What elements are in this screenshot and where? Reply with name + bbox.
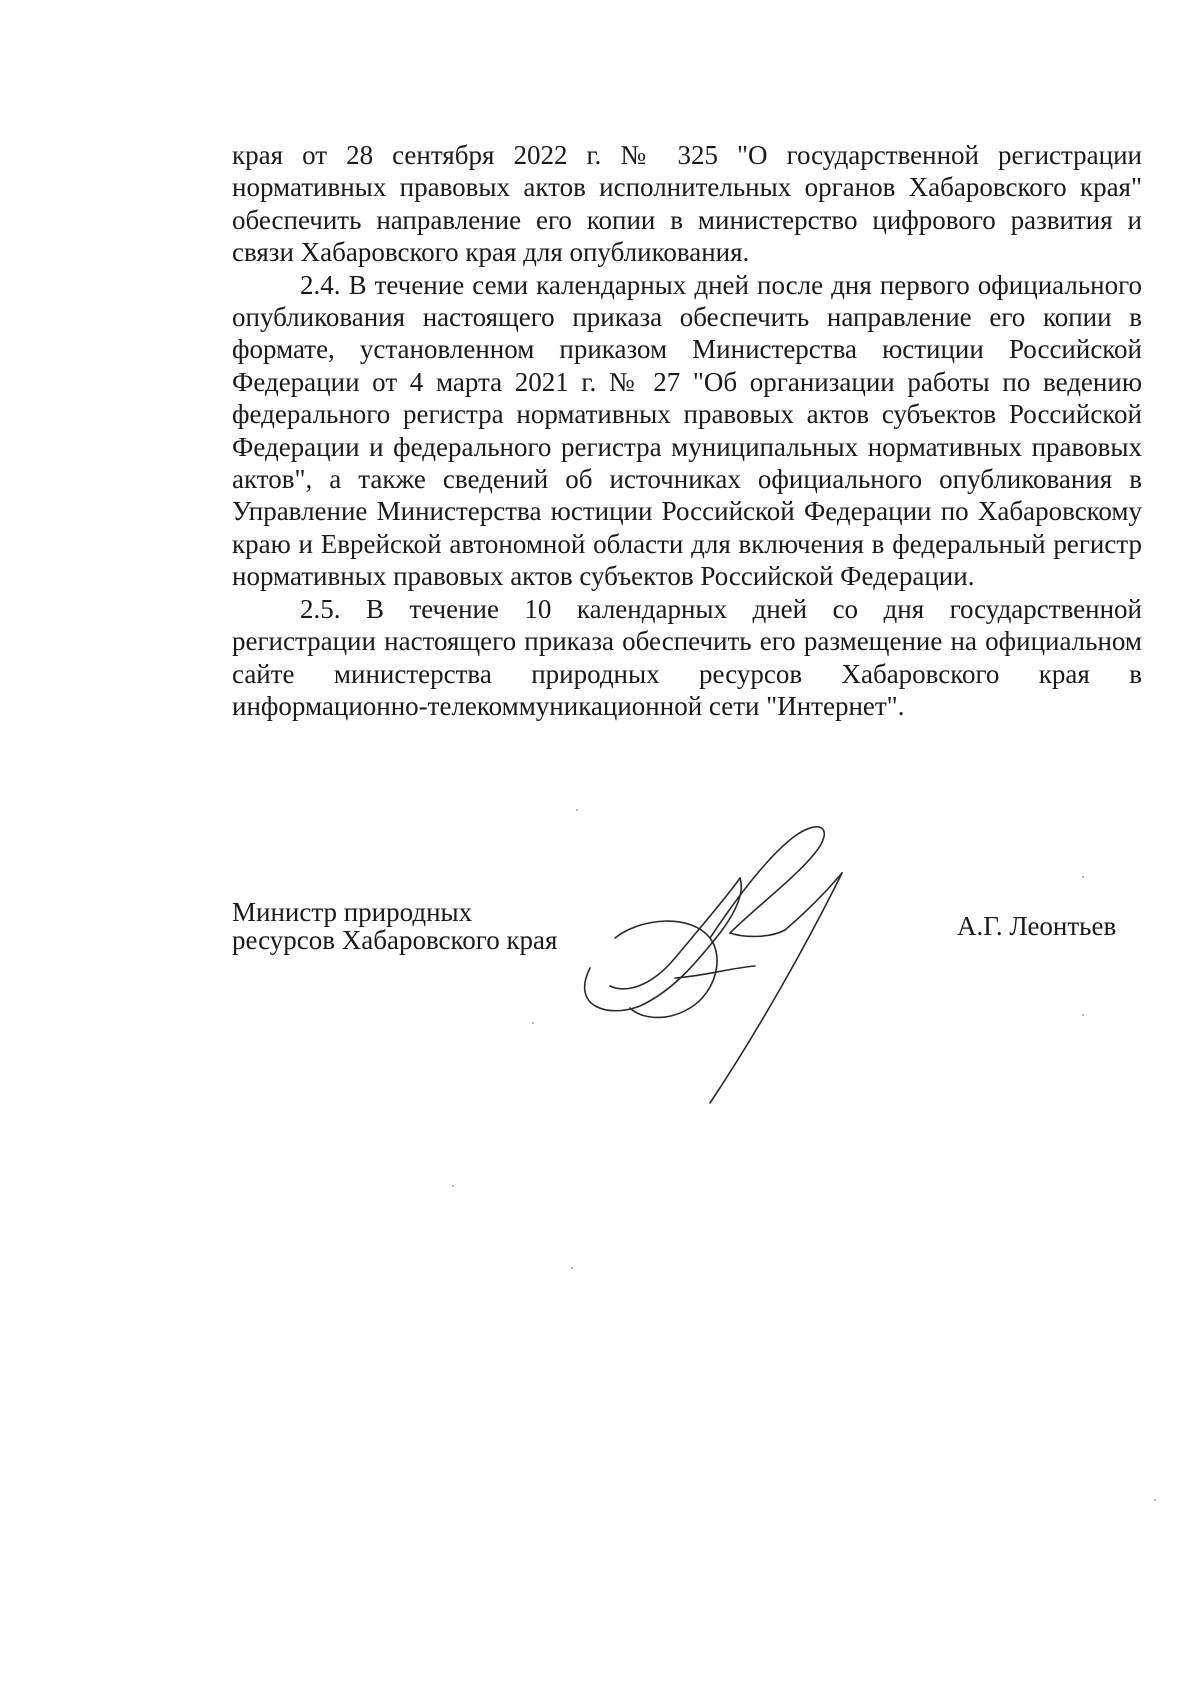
position-line-2: ресурсов Хабаровского края (232, 925, 558, 955)
position-line-1: Министр природных (232, 897, 473, 927)
paragraph-2-4: 2.4. В течение семи календарных дней после дня первого официального опубликования настоящего приказа обеспечить направление его копии в формате, установленном приказом Министерства юстиции Российской Федерации от 4 марта 2021 г. № 27 "Об организации работы по ведению федерального регистра нормативных правовых актов субъектов Российской Федерации и федерального регистра муниципальных нормативных правовых актов", а также сведений об источниках официального опубликования в Управление Министерства юстиции Российской Федерации по Хабаровскому краю и Еврейской автономной области для включения в федеральный регистр нормативных правовых актов субъектов Российской Федерации. (232, 269, 1142, 592)
document-body (232, 139, 1142, 722)
handwritten-signature (580, 818, 920, 1108)
signatory-name: А.Г. Леонтьев (957, 911, 1117, 941)
paragraph-2-5: 2.5. В течение 10 календарных дней со дня государственной регистрации настоящего приказа обеспечить его размещение на официальном сайте министерства природных ресурсов Хабаровского края в информационно-телекоммуникационной сети "Интернет". (232, 593, 1142, 721)
signatory-position (232, 898, 557, 954)
paragraph-registration-copy: края от 28 сентября 2022 г. № 325 "О государственной регистрации нормативных правовых актов исполнительных органов Хабаровского края" обеспечить направление его копии в министерство цифрового развития и связи Хабаровского края для опубликования. (232, 140, 1142, 268)
